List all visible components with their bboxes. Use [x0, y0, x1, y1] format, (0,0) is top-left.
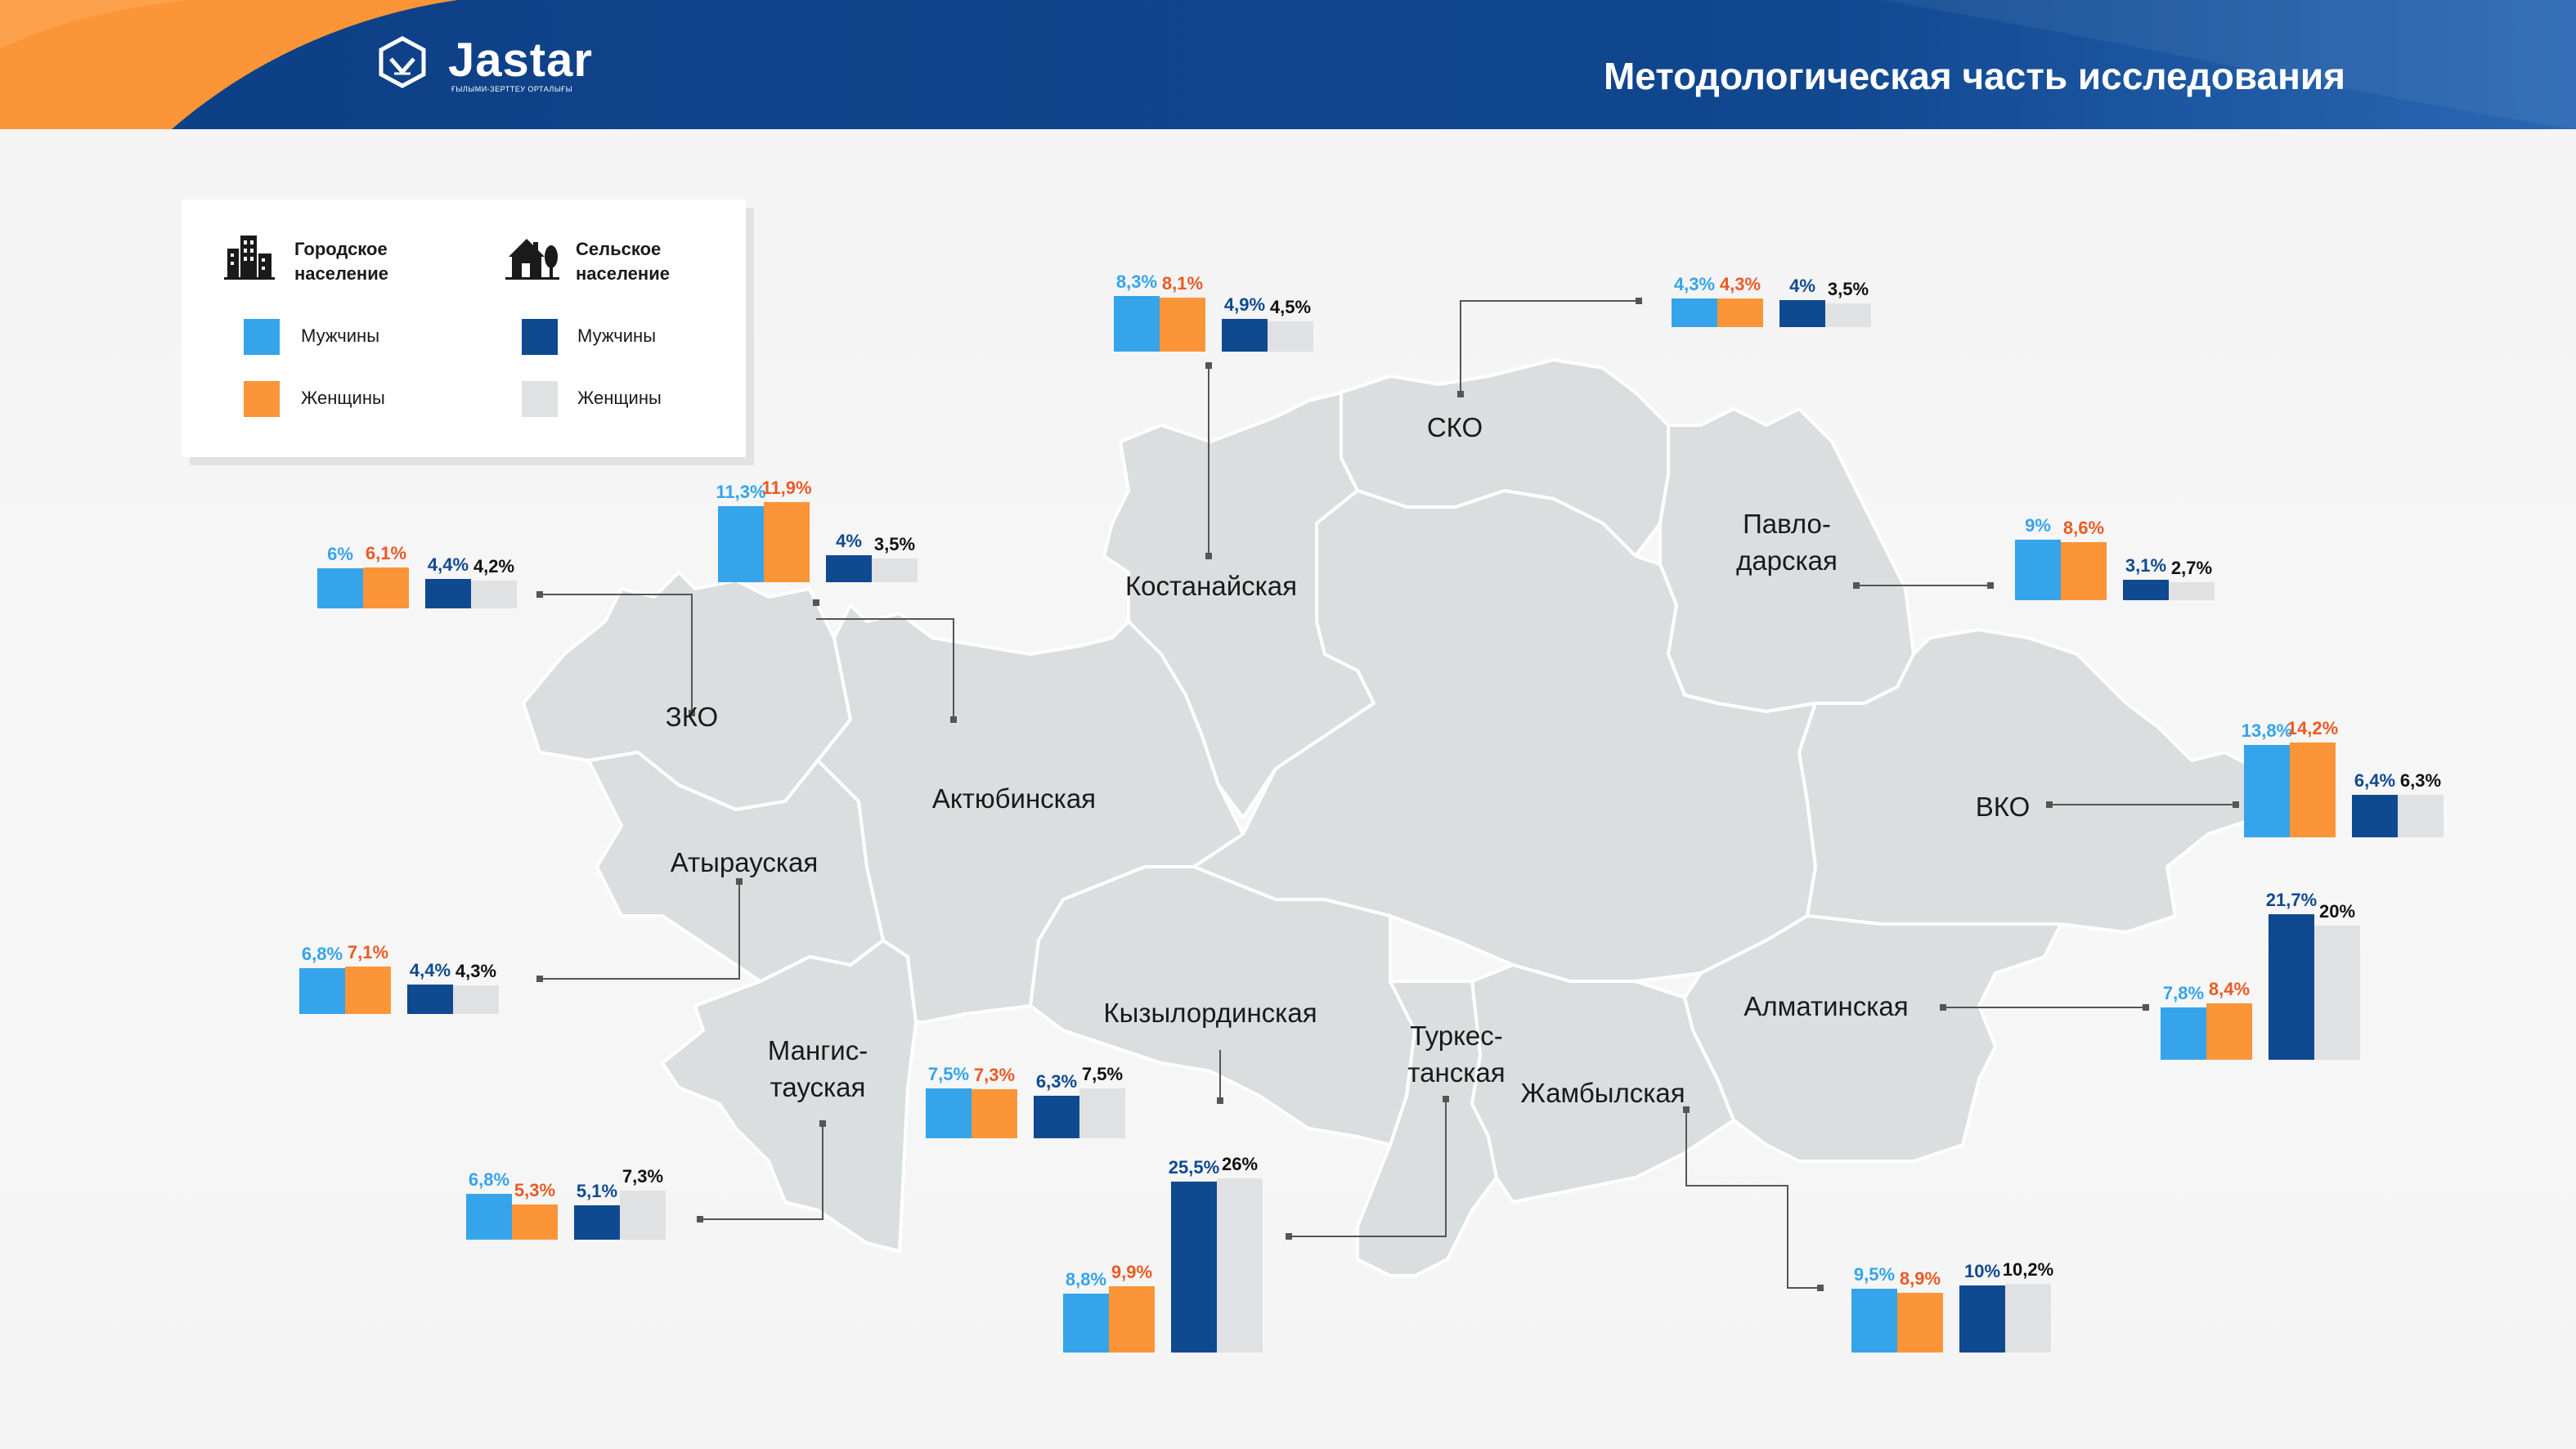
bar-pavlodar-rural-male — [2123, 580, 2169, 600]
bar-almaty-rural-male — [2269, 914, 2314, 1060]
region-shape-zko — [523, 572, 850, 810]
value-label-zhambyl-rural-female: 10,2% — [2002, 1259, 2054, 1281]
value-label-mangystau-rural-female: 7,3% — [622, 1166, 664, 1187]
bar-atyrau-rural-female — [453, 985, 499, 1014]
bar-mangystau-urban-male — [466, 1194, 512, 1240]
region-name-mangystau: Мангис- тауская — [767, 1035, 868, 1102]
value-label-aktobe-rural-female: 3,5% — [873, 534, 916, 555]
region-shape-almaty — [1685, 916, 2061, 1161]
bar-sko-rural-female — [1825, 303, 1871, 327]
logo-name: Jastar — [448, 34, 593, 87]
region-name-aktobe: Актюбинская — [931, 783, 1097, 814]
value-label-turkestan-rural-male: 25,5% — [1168, 1156, 1220, 1178]
value-label-kyzylorda-urban-male: 7,5% — [927, 1063, 970, 1084]
bar-turkestan-rural-male — [1171, 1182, 1217, 1353]
bar-turkestan-rural-female — [1217, 1178, 1263, 1353]
legend — [182, 200, 746, 457]
bar-kostanay-urban-female — [1160, 298, 1205, 352]
bar-sko-urban-female — [1717, 298, 1763, 327]
legend-swatch-urban-female — [244, 381, 280, 417]
value-label-zko-urban-female: 6,1% — [365, 542, 407, 563]
value-label-vko-urban-male: 13,8% — [2241, 720, 2293, 741]
region-name-atyrau: Атырауская — [670, 847, 819, 877]
value-label-aktobe-rural-male: 4% — [836, 531, 862, 552]
bar-kostanay-rural-male — [1222, 319, 1268, 352]
value-label-pavlodar-urban-female: 8,6% — [2062, 518, 2105, 539]
value-label-kostanay-rural-male: 4,9% — [1223, 294, 1266, 315]
value-label-vko-rural-male: 6,4% — [2354, 769, 2396, 791]
value-label-almaty-urban-male: 7,8% — [2162, 983, 2205, 1004]
legend-swatch-rural-female — [522, 381, 558, 417]
value-label-turkestan-rural-female: 26% — [1221, 1153, 1259, 1174]
value-label-pavlodar-rural-female: 2,7% — [2170, 557, 2213, 578]
bar-kostanay-rural-female — [1268, 321, 1313, 352]
legend-rural-female-label: Женщины — [577, 388, 662, 408]
value-label-kostanay-urban-male: 8,3% — [1115, 271, 1158, 292]
bar-aktobe-rural-female — [872, 559, 918, 582]
value-label-vko-urban-female: 14,2% — [2287, 717, 2339, 738]
bar-almaty-urban-male — [2161, 1007, 2206, 1060]
bar-pavlodar-urban-male — [2015, 540, 2061, 600]
value-label-zhambyl-urban-male: 9,5% — [1853, 1264, 1896, 1285]
value-label-pavlodar-urban-male: 9% — [2025, 515, 2051, 536]
value-label-vko-rural-female: 6,3% — [2399, 770, 2442, 792]
value-label-kyzylorda-rural-female: 7,5% — [1081, 1063, 1124, 1084]
value-label-sko-urban-female: 4,3% — [1719, 273, 1761, 294]
value-label-kyzylorda-urban-female: 7,3% — [973, 1065, 1016, 1086]
village-house-icon — [505, 232, 559, 281]
bar-almaty-urban-female — [2206, 1003, 2252, 1060]
bar-sko-rural-male — [1779, 300, 1825, 327]
value-label-turkestan-urban-male: 8,8% — [1065, 1268, 1107, 1290]
bar-mangystau-urban-female — [512, 1205, 558, 1240]
region-name-turkestan: Туркес- танская — [1407, 1021, 1506, 1088]
value-label-zhambyl-urban-female: 8,9% — [1899, 1268, 1941, 1290]
bar-zhambyl-rural-male — [1959, 1285, 2005, 1353]
bar-kostanay-urban-male — [1114, 296, 1160, 352]
value-label-atyrau-rural-female: 4,3% — [455, 960, 497, 981]
bar-zhambyl-urban-female — [1897, 1293, 1943, 1353]
legend-rural-title: Сельское население — [576, 239, 670, 284]
value-label-atyrau-urban-female: 7,1% — [347, 941, 389, 962]
value-label-zhambyl-rural-male: 10% — [1963, 1261, 2001, 1281]
bar-zko-urban-female — [363, 567, 409, 608]
value-label-turkestan-urban-female: 9,9% — [1111, 1261, 1153, 1282]
bar-kyzylorda-urban-male — [926, 1088, 972, 1139]
legend-urban-female-label: Женщины — [301, 388, 385, 408]
value-label-zko-rural-male: 4,4% — [427, 554, 469, 575]
bar-vko-urban-female — [2290, 742, 2336, 837]
legend-swatch-rural-male — [522, 319, 558, 355]
bar-kyzylorda-rural-male — [1034, 1096, 1079, 1138]
legend-swatch-urban-male — [244, 319, 280, 355]
value-label-zko-urban-male: 6% — [327, 543, 353, 564]
bar-mangystau-rural-male — [574, 1205, 620, 1240]
value-label-almaty-urban-female: 8,4% — [2208, 979, 2251, 1000]
bar-aktobe-rural-male — [826, 555, 872, 582]
bar-mangystau-rural-female — [620, 1191, 666, 1240]
bar-almaty-rural-female — [2314, 926, 2360, 1060]
value-label-almaty-rural-male: 21,7% — [2265, 890, 2318, 911]
city-buildings-icon — [224, 231, 275, 281]
bar-aktobe-urban-female — [764, 502, 810, 582]
value-label-sko-urban-male: 4,3% — [1673, 273, 1716, 294]
value-label-mangystau-urban-female: 5,3% — [514, 1179, 556, 1200]
region-name-pavlodar: Павло- дарская — [1736, 509, 1838, 576]
legend-urban-title: Городское население — [294, 239, 388, 284]
value-label-kostanay-rural-female: 4,5% — [1269, 297, 1312, 318]
bar-turkestan-urban-male — [1063, 1294, 1109, 1353]
value-label-kostanay-urban-female: 8,1% — [1161, 272, 1204, 294]
value-label-pavlodar-rural-male: 3,1% — [2125, 554, 2167, 576]
value-label-atyrau-urban-male: 6,8% — [301, 944, 343, 965]
region-name-kostanay: Костанайская — [1124, 571, 1298, 601]
value-label-kyzylorda-rural-male: 6,3% — [1035, 1071, 1078, 1092]
bar-atyrau-rural-male — [407, 985, 453, 1014]
value-label-sko-rural-female: 3,5% — [1827, 279, 1869, 300]
bar-sko-urban-male — [1672, 298, 1717, 327]
bar-aktobe-urban-male — [718, 506, 764, 582]
region-name-zko: ЗКО — [665, 702, 719, 732]
value-label-aktobe-urban-female: 11,9% — [761, 478, 812, 499]
region-name-kyzylorda: Кызылординская — [1103, 998, 1317, 1028]
logo-subtitle: ҒЫЛЫМИ-ЗЕРТТЕУ ОРТАЛЫҒЫ — [451, 85, 573, 93]
value-label-atyrau-rural-male: 4,4% — [409, 959, 451, 980]
bar-vko-rural-female — [2398, 795, 2444, 837]
bar-zko-rural-female — [471, 581, 517, 608]
bar-zhambyl-rural-female — [2005, 1284, 2051, 1353]
bar-zhambyl-urban-male — [1851, 1289, 1897, 1353]
bar-vko-urban-male — [2244, 745, 2290, 837]
value-label-mangystau-urban-male: 6,8% — [468, 1169, 510, 1191]
region-name-zhambyl: Жамбылская — [1520, 1078, 1685, 1108]
bar-pavlodar-rural-female — [2169, 582, 2215, 600]
region-name-almaty: Алматинская — [1744, 991, 1909, 1021]
legend-urban-male-label: Мужчины — [301, 325, 380, 346]
legend-rural-male-label: Мужчины — [577, 325, 657, 346]
page-title: Методологическая часть исследования — [1603, 55, 2345, 97]
bar-turkestan-urban-female — [1109, 1286, 1155, 1353]
region-name-vko: ВКО — [1975, 792, 2031, 822]
bar-zko-rural-male — [425, 579, 471, 608]
bar-zko-urban-male — [317, 568, 363, 608]
bar-vko-rural-male — [2352, 795, 2398, 837]
bar-atyrau-urban-female — [345, 967, 391, 1014]
bar-kyzylorda-urban-female — [972, 1089, 1017, 1138]
value-label-sko-rural-male: 4% — [1789, 276, 1815, 297]
value-label-almaty-rural-female: 20% — [2318, 901, 2356, 922]
bar-atyrau-urban-male — [299, 968, 345, 1014]
bar-pavlodar-urban-female — [2061, 542, 2107, 600]
value-label-mangystau-rural-male: 5,1% — [576, 1181, 618, 1202]
bar-kyzylorda-rural-female — [1079, 1088, 1125, 1139]
value-label-zko-rural-female: 4,2% — [473, 555, 515, 576]
region-name-sko: СКО — [1426, 412, 1483, 442]
value-label-aktobe-urban-male: 11,3% — [716, 482, 766, 503]
